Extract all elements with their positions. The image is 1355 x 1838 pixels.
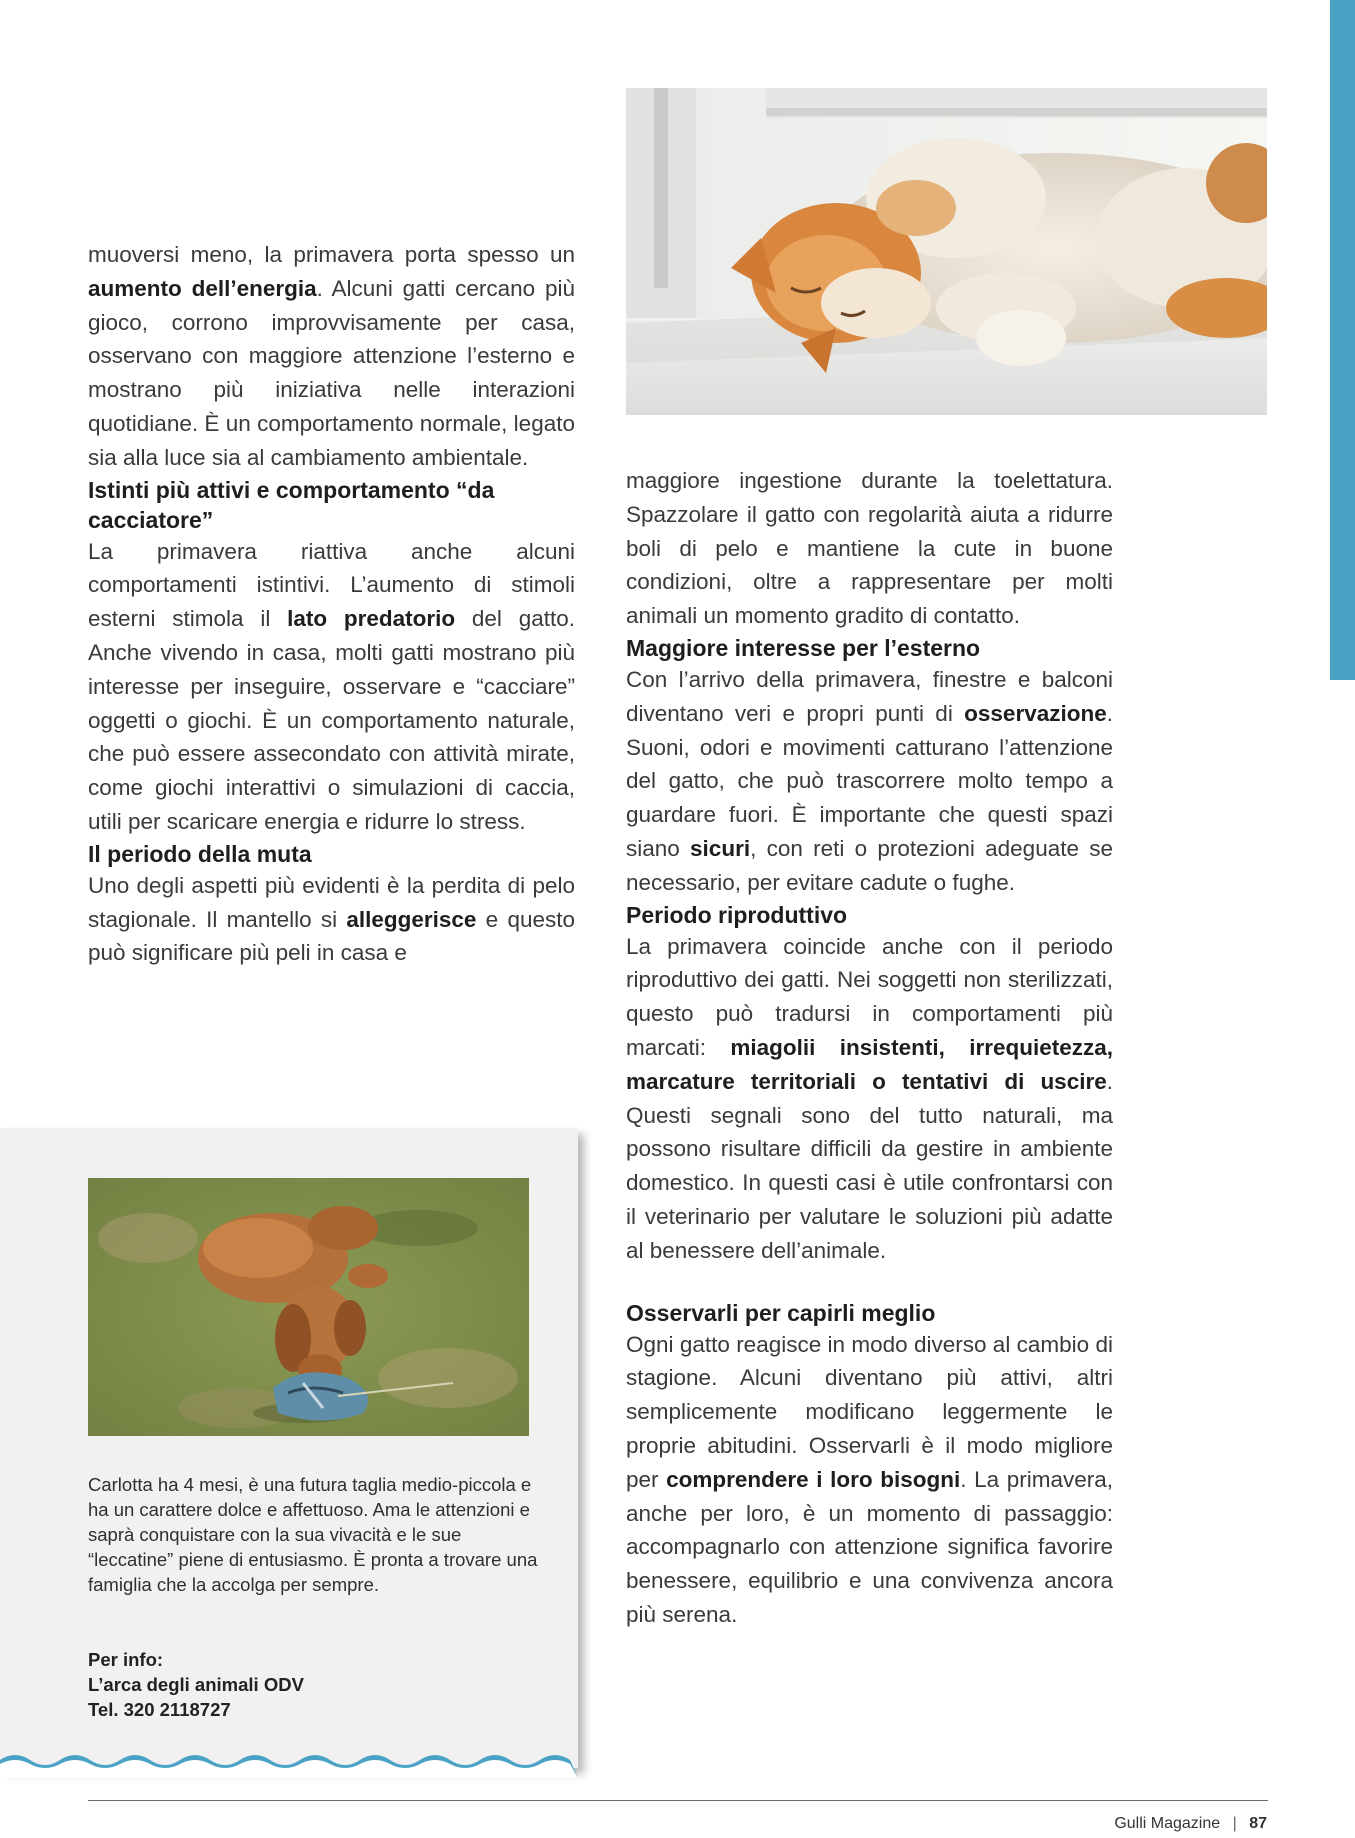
body-text: Ogni gatto reagisce in modo diverso al cambio di stagione. Alcuni diventano più attivi, altri semplicemente modificano leggermente le proprie abitudini. Osservarli è il modo migliore per xyxy=(626,1331,1113,1492)
page-number: 87 xyxy=(1249,1815,1267,1832)
repro-section-title: Periodo riproduttivo xyxy=(626,901,848,928)
body-text: La primavera coincide anche con il periodo riproduttivo dei gatti. Nei soggetti non sterilizzati, questo può tradursi in comportamenti più marcati: xyxy=(626,933,1113,1060)
emphasis-text: miagolii insistenti, irrequietezza, marcature territoriali o tentativi di uscire xyxy=(626,1034,1113,1094)
body-text: . Suoni, odori e movimenti catturano l’attenzione del gatto, che può trascorrere molto tempo a guardare fuori. È importante che questi spazi siano xyxy=(626,700,1113,861)
emphasis-text: osservazione xyxy=(964,700,1107,726)
adoption-contact xyxy=(88,1647,538,1722)
molt-section-title: Il periodo della muta xyxy=(88,840,312,867)
adoption-caption: Carlotta ha 4 mesi, è una futura taglia medio-piccola e ha un carattere dolce e affettuoso. Ama le attenzioni e saprà conquistare con la sua vivacità e le sue “leccatine” piene di entusiasmo. È pronta a trovare una famiglia che la accolga per sempre. xyxy=(88,1474,538,1595)
grooming-paragraph xyxy=(626,464,1113,633)
body-text: Uno degli aspetti più evidenti è la perdita di pelo stagionale. Il mantello si xyxy=(88,872,575,932)
page-footer xyxy=(1114,1815,1267,1833)
intro-paragraph xyxy=(88,238,575,475)
body-text: , con reti o protezioni adeguate se necessario, per evitare cadute o fughe. xyxy=(626,835,1113,895)
hunter-section-body xyxy=(88,535,575,839)
repro-section-body xyxy=(626,930,1113,1268)
observe-section-body xyxy=(626,1328,1113,1632)
emphasis-text: sicuri xyxy=(690,835,751,861)
observe-section-title: Osservarli per capirli meglio xyxy=(626,1299,936,1326)
wave-decoration xyxy=(0,1748,578,1778)
body-text: . Questi segnali sono del tutto naturali, ma possono risultare difficili da gestire in ambiente domestico. In questi casi è utile confrontarsi con il veterinario per valutare le soluzioni più adatte al benessere dell’animale. xyxy=(626,1068,1113,1263)
body-text: . La primavera, anche per loro, è un momento di passaggio: accompagnarlo con attenzione significa favorire benessere, equilibrio e una convivenza ancora più serena. xyxy=(626,1466,1113,1627)
body-text: e questo può significare più peli in casa e xyxy=(88,906,575,966)
footer-separator: | xyxy=(1232,1815,1237,1832)
outside-section-title: Maggiore interesse per l’esterno xyxy=(626,634,981,661)
emphasis-text: aumento dell’energia xyxy=(88,275,317,301)
phone-number[interactable]: Tel. 320 2118727 xyxy=(88,1699,231,1720)
magazine-name: Gulli Magazine xyxy=(1114,1815,1221,1832)
puppy-photo xyxy=(88,1178,529,1436)
hunter-section-title: Istinti più attivi e comportamento “da cacciatore” xyxy=(88,476,495,533)
molt-section-body xyxy=(88,869,575,970)
emphasis-text: comprendere i loro bisogni xyxy=(666,1466,961,1492)
body-text: del gatto. Anche vivendo in casa, molti gatti mostrano più interesse per inseguire, osservare e “cacciare” oggetti o giochi. È un comportamento naturale, che può essere assecondato con attività mirate, come giochi interattivi o simulazioni di caccia, utili per scaricare energia e ridurre lo stress. xyxy=(88,606,575,834)
cat-sleeping-photo xyxy=(626,88,1267,415)
organization-name: L’arca degli animali ODV xyxy=(88,1674,304,1695)
footer-divider xyxy=(88,1800,1268,1801)
left-article-column xyxy=(88,238,575,970)
info-label: Per info: xyxy=(88,1649,164,1670)
emphasis-text: alleggerisce xyxy=(346,906,477,932)
outside-section-body xyxy=(626,663,1113,900)
body-text: . Alcuni gatti cercano più gioco, corrono improvvisamente per casa, osservano con maggiore attenzione l’esterno e mostrano più iniziativa nelle interazioni quotidiane. È un comportamento normale, legato sia alla luce sia al cambiamento ambientale. xyxy=(88,275,575,470)
page-edge-tab xyxy=(1330,0,1355,680)
body-text: Con l’arrivo della primavera, finestre e balconi diventano veri e propri punti di xyxy=(626,666,1113,726)
body-text: muoversi meno, la primavera porta spesso un xyxy=(88,242,575,267)
right-article-column xyxy=(626,464,1113,1632)
body-text: La primavera riattiva anche alcuni comportamenti istintivi. L’aumento di stimoli esterni stimola il xyxy=(88,538,575,632)
body-text: maggiore ingestione durante la toelettatura. Spazzolare il gatto con regolarità aiuta a ridurre boli di pelo e mantiene la cute in buone condizioni, oltre a rappresentare per molti animali un momento gradito di contatto. xyxy=(626,468,1113,629)
emphasis-text: lato predatorio xyxy=(287,606,456,632)
